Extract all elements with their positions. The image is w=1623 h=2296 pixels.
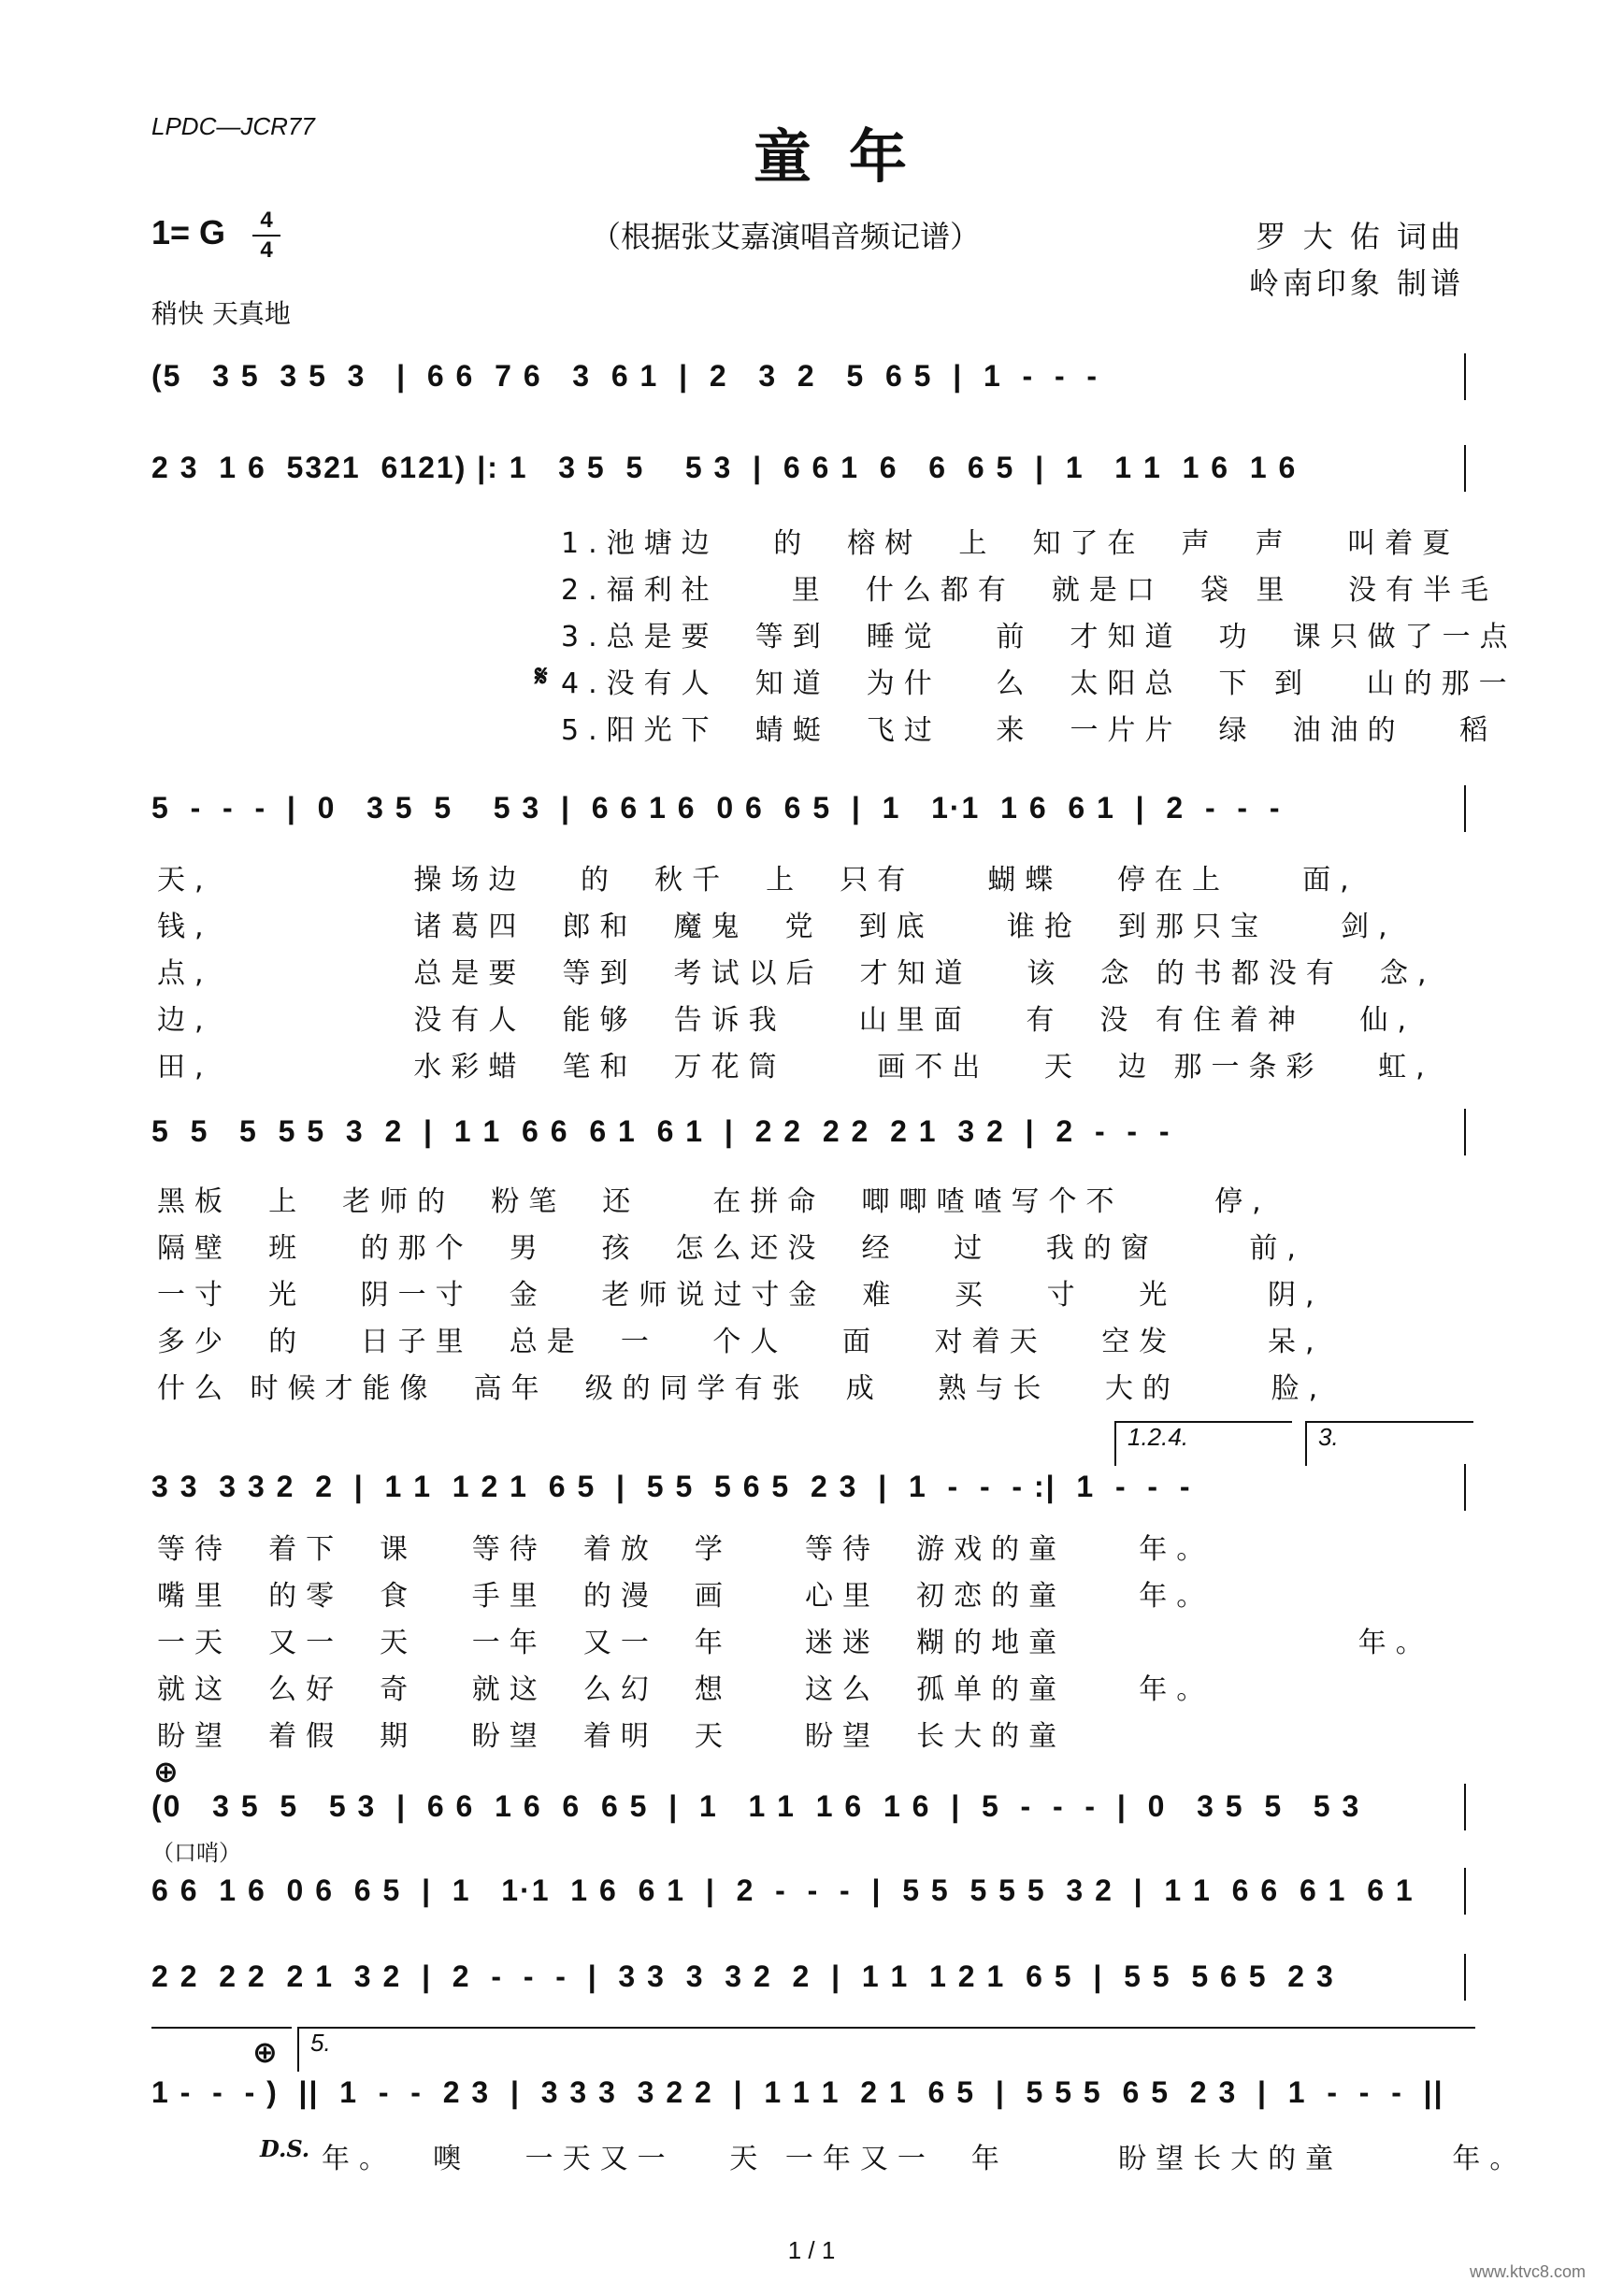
coda-symbol: ⊕ [153, 1754, 179, 1789]
dal-segno: D.S. [260, 2135, 310, 2162]
segno-symbol: 𝄋 [535, 658, 548, 694]
volta-first-ending: 1.2.4. [1114, 1421, 1292, 1466]
lyric-row-4-verse-4: 多少 的 日子里 总是 一 个人 面 对着天 空发 呆, [157, 1326, 1324, 1358]
lyric-row-3-verse-4: 边, 没有人 能够 告诉我 山里面 有 没 有住着神 仙, [157, 1004, 1416, 1037]
time-top: 4 [260, 208, 273, 233]
lyric-row-4-verse-1: 黑板 上 老师的 粉笔 还 在拼命 唧唧喳喳写个不 停, [157, 1185, 1271, 1218]
lyric-row-2-verse-2: 2.福利社 里 什么都有 就是口 袋 里 没有半毛 [561, 574, 1499, 607]
notation-row-4: 5 5 5 5 5 3 2 | 1 1 6 6 6 1 6 1 | 2 2 2 2 2 1 3 2 | 2 - - - [151, 1114, 1171, 1148]
source-note: （根据张艾嘉演唱音频记谱） [591, 219, 981, 254]
page-number: 1 / 1 [787, 2236, 836, 2264]
notation-row-3: 5 - - - | 0 3 5 5 5 3 | 6 6 1 6 0 6 6 5 | 1 1·1 1 6 6 1 | 2 - - - [151, 791, 1282, 825]
volta-fifth-ending: 5. [297, 2027, 1475, 2072]
notation-row-7: 6 6 1 6 0 6 6 5 | 1 1·1 1 6 6 1 | 2 - - - | 5 5 5 5 5 3 2 | 1 1 6 6 6 1 6 1 [151, 1873, 1415, 1907]
barline [1464, 1784, 1466, 1830]
composer-credit: 罗 大 佑 词曲 [1256, 219, 1464, 254]
volta-second-ending: 3. [1305, 1421, 1473, 1466]
lyric-row-3-verse-1: 天, 操场边 的 秋千 上 只有 蝴蝶 停在上 面, [157, 864, 1358, 897]
barline [1464, 1954, 1466, 2001]
notation-row-8: 2 2 2 2 2 1 3 2 | 2 - - - | 3 3 3 3 2 2 | 1 1 1 2 1 6 5 | 5 5 5 6 5 2 3 [151, 1959, 1335, 1993]
key-signature: 1= G [151, 213, 226, 251]
barline [1464, 785, 1466, 832]
lyric-row-5-verse-3: 一天 又一 天 一年 又一 年 迷迷 糊的地童 年。 [157, 1627, 1433, 1659]
lyric-row-3-verse-3: 点, 总是要 等到 考试以后 才知道 该 念 的书都没有 念, [157, 957, 1436, 990]
time-bottom: 4 [260, 237, 273, 263]
lyric-row-9: 年。 噢 一天又一 天 一年又一 年 盼望长大的童 年。 [322, 2143, 1528, 2175]
song-title: 童年 [753, 122, 944, 191]
whistle-marking: （口哨） [151, 1840, 241, 1866]
notation-row-5: 3 3 3 3 2 2 | 1 1 1 2 1 6 5 | 5 5 5 6 5 2 3 | 1 - - - :| 1 - - - [151, 1470, 1192, 1503]
barline [1464, 445, 1466, 492]
lyric-row-5-verse-1: 等待 着下 课 等待 着放 学 等待 游戏的童 年。 [157, 1533, 1214, 1566]
lyric-row-2-verse-3: 3.总是要 等到 睡觉 前 才知道 功 课只做了一点 [561, 621, 1517, 653]
lyric-row-4-verse-3: 一寸 光 阴一寸 金 老师说过寸金 难 买 寸 光 阴, [157, 1279, 1324, 1312]
arranger-credit: 岭南印象 制谱 [1248, 265, 1464, 301]
lyric-row-2-verse-4: 4.没有人 知道 为什 么 太阳总 下 到 山的那一 [561, 667, 1516, 700]
lyric-row-5-verse-2: 嘴里 的零 食 手里 的漫 画 心里 初恋的童 年。 [157, 1580, 1214, 1613]
barline [1464, 1109, 1466, 1155]
lyric-row-5-verse-5: 盼望 着假 期 盼望 着明 天 盼望 长大的童 [157, 1720, 1067, 1753]
lyric-row-3-verse-5: 田, 水彩蜡 笔和 万花筒 画不出 天 边 那一条彩 虹, [157, 1051, 1434, 1083]
watermark: www.ktvc8.com [1469, 2262, 1586, 2281]
notation-row-9: 1 - - - ) || 1 - - 2 3 | 3 3 3 3 2 2 | 1 1 1 2 1 6 5 | 5 5 5 6 5 2 3 | 1 - - - || [151, 2075, 1444, 2109]
time-signature [252, 208, 280, 264]
tempo-marking: 稍快 天真地 [151, 298, 291, 329]
lyric-row-3-verse-2: 钱, 诸葛四 郎和 魔鬼 党 到底 谁抢 到那只宝 剑, [157, 911, 1397, 943]
lyric-row-5-verse-4: 就这 么好 奇 就这 么幻 想 这么 孤单的童 年。 [157, 1673, 1214, 1706]
coda-symbol-2: ⊕ [252, 2034, 278, 2070]
bracket-line [151, 2027, 292, 2029]
notation-row-1: (5 3 5 3 5 3 | 6 6 7 6 3 6 1 | 2 3 2 5 6 5 | 1 - - - [151, 359, 1099, 393]
barline [1464, 1464, 1466, 1511]
notation-row-2: 2 3 1 6 5321 6121) |: 1 3 5 5 5 3 | 6 6 1 6 6 6 5 | 1 1 1 1 6 1 6 [151, 451, 1298, 484]
score-code: LPDC—JCR77 [151, 112, 315, 140]
lyric-row-4-verse-5: 什么 时候才能像 高年 级的同学有张 成 熟与长 大的 脸, [157, 1372, 1328, 1405]
lyric-row-2-verse-1: 1.池塘边 的 榕树 上 知了在 声 声 叫着夏 [561, 527, 1460, 560]
lyric-row-2-verse-5: 5.阳光下 蜻蜓 飞过 来 一片片 绿 油油的 稻 [561, 714, 1498, 747]
barline [1464, 353, 1466, 400]
notation-row-6: (0 3 5 5 5 3 | 6 6 1 6 6 6 5 | 1 1 1 1 6 1 6 | 5 - - - | 0 3 5 5 5 3 [151, 1789, 1361, 1823]
lyric-row-4-verse-2: 隔壁 班 的那个 男 孩 怎么还没 经 过 我的窗 前, [157, 1232, 1305, 1265]
barline [1464, 1868, 1466, 1915]
